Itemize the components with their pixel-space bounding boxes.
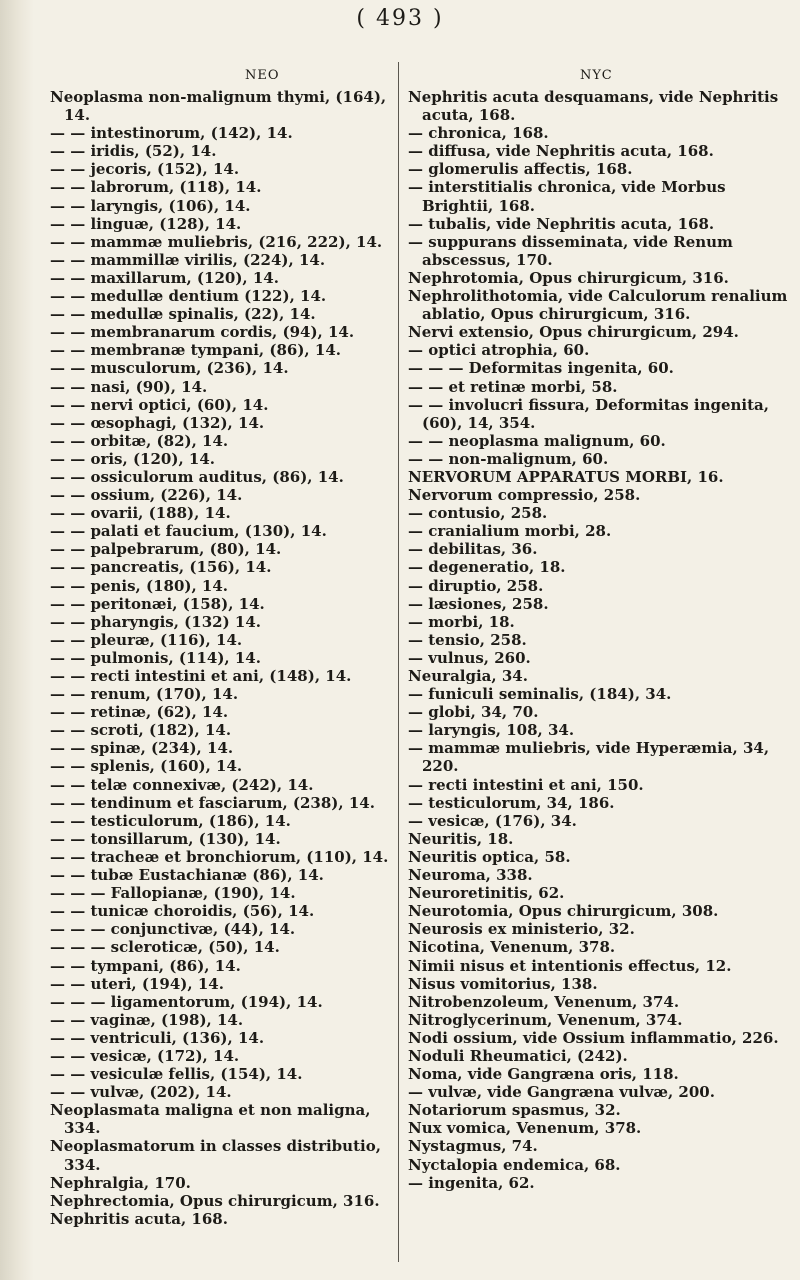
right-index-column (408, 88, 793, 1192)
index-entry: — læsiones, 258. (408, 594, 549, 613)
index-entry: — — tendinum et fasciarum, (238), 14. (50, 793, 375, 812)
index-entry: — — — Fallopianæ, (190), 14. (50, 884, 296, 903)
index-entry: — morbi, 18. (408, 612, 515, 631)
index-entry: — tubalis, vide Nephritis acuta, 168. (408, 214, 715, 233)
index-entry: — — et retinæ morbi, 58. (408, 377, 618, 396)
index-entry: — optici atrophia, 60. (408, 341, 590, 360)
index-entry: Nitroglycerinum, Venenum, 374. (408, 1010, 683, 1029)
index-entry: — — penis, (180), 14. (50, 576, 229, 595)
index-entry: Nephralgia, 170. (50, 1173, 191, 1192)
index-entry: Nodi ossium, vide Ossium inflammatio, 226. (408, 1028, 779, 1047)
index-entry: Noma, vide Gangræna oris, 118. (408, 1065, 679, 1084)
index-entry: — laryngis, 108, 34. (408, 721, 575, 740)
index-entry: — — laryngis, (106), 14. (50, 196, 251, 215)
index-entry: — chronica, 168. (408, 124, 549, 143)
page-spine-shadow (0, 0, 34, 1280)
index-entry: — — — Deformitas ingenita, 60. (408, 359, 674, 378)
index-entry: Neuroma, 338. (408, 866, 533, 885)
index-entry: — — vaginæ, (198), 14. (50, 1010, 244, 1029)
index-entry: Neoplasmata maligna et non maligna, 334. (50, 1101, 371, 1138)
index-entry: Nux vomica, Venenum, 378. (408, 1119, 642, 1138)
index-entry: Notariorum spasmus, 32. (408, 1101, 621, 1120)
index-entry: — — mammæ muliebris, (216, 222), 14. (50, 232, 383, 251)
index-entry: — suppurans disseminata, vide Renum abscessus, 170. (408, 232, 733, 269)
index-entry: — — non-malignum, 60. (408, 449, 609, 468)
index-entry: — — telæ connexivæ, (242), 14. (50, 775, 314, 794)
index-entry: — — pancreatis, (156), 14. (50, 558, 272, 577)
index-entry: — degeneratio, 18. (408, 558, 566, 577)
index-entry: Neuritis, 18. (408, 829, 514, 848)
index-entry: — — neoplasma malignum, 60. (408, 431, 666, 450)
index-entry: — — tubæ Eustachianæ (86), 14. (50, 866, 324, 885)
index-entry: — — nasi, (90), 14. (50, 377, 208, 396)
index-entry: — — iridis, (52), 14. (50, 142, 217, 161)
index-entry: — — intestinorum, (142), 14. (50, 124, 293, 143)
index-entry: Nitrobenzoleum, Venenum, 374. (408, 992, 680, 1011)
index-entry: — — splenis, (160), 14. (50, 757, 243, 776)
index-entry: — — involucri fissura, Deformitas ingenita, (60), 14, 354. (408, 395, 770, 432)
index-entry: — — — conjunctivæ, (44), 14. (50, 920, 296, 939)
index-entry: — — spinæ, (234), 14. (50, 739, 234, 758)
index-entry: — — vesiculæ fellis, (154), 14. (50, 1065, 303, 1084)
index-entry: — vulnus, 260. (408, 648, 531, 667)
index-entry: Neoplasma non-malignum thymi, (164), 14. (50, 88, 387, 125)
index-entry: Nephritis acuta desquamans, vide Nephritis acuta, 168. (408, 88, 779, 125)
index-entry: Nicotina, Venenum, 378. (408, 938, 616, 957)
index-entry: — tensio, 258. (408, 630, 527, 649)
column-divider (398, 62, 399, 1262)
index-entry: — — vulvæ, (202), 14. (50, 1083, 232, 1102)
index-entry: — glomerulis affectis, 168. (408, 160, 633, 179)
index-entry: Noduli Rheumatici, (242). (408, 1046, 628, 1065)
index-entry: — interstitialis chronica, vide Morbus Brightii, 168. (408, 178, 726, 215)
index-entry: — mammæ muliebris, vide Hyperæmia, 34, 220. (408, 739, 770, 776)
index-entry: Neuritis optica, 58. (408, 847, 571, 866)
index-entry: Nephrotomia, Opus chirurgicum, 316. (408, 268, 729, 287)
index-entry: — — ovarii, (188), 14. (50, 504, 231, 523)
index-entry: — vulvæ, vide Gangræna vulvæ, 200. (408, 1083, 715, 1102)
index-entry: — — oris, (120), 14. (50, 449, 215, 468)
index-entry: Neurosis ex ministerio, 32. (408, 920, 635, 939)
index-entry: — — musculorum, (236), 14. (50, 359, 289, 378)
index-entry: — — pharyngis, (132) 14. (50, 612, 261, 631)
index-entry: — testiculorum, 34, 186. (408, 793, 615, 812)
index-entry: — — pulmonis, (114), 14. (50, 648, 261, 667)
page-number: ( 493 ) (356, 6, 444, 31)
index-entry: — — scroti, (182), 14. (50, 721, 232, 740)
index-entry: — — renum, (170), 14. (50, 685, 239, 704)
index-entry: NERVORUM APPARATUS MORBI, 16. (408, 467, 724, 486)
index-entry: — — — ligamentorum, (194), 14. (50, 992, 323, 1011)
index-entry: — — maxillarum, (120), 14. (50, 268, 279, 287)
index-entry: Nimii nisus et intentionis effectus, 12. (408, 956, 732, 975)
index-entry: Nervi extensio, Opus chirurgicum, 294. (408, 323, 739, 342)
index-entry: — diffusa, vide Nephritis acuta, 168. (408, 142, 714, 161)
index-entry: — — uteri, (194), 14. (50, 974, 224, 993)
index-entry: — — orbitæ, (82), 14. (50, 431, 229, 450)
index-entry: — — tracheæ et bronchiorum, (110), 14. (50, 847, 389, 866)
left-index-column (50, 88, 395, 1228)
index-entry: Nervorum compressio, 258. (408, 486, 641, 505)
index-entry: — — œsophagi, (132), 14. (50, 413, 265, 432)
index-entry: — — palpebrarum, (80), 14. (50, 540, 282, 559)
index-entry: — — vesicæ, (172), 14. (50, 1046, 240, 1065)
index-entry: — — palati et faucium, (130), 14. (50, 522, 327, 541)
index-entry: — — ossiculorum auditus, (86), 14. (50, 467, 344, 486)
index-entry: — ingenita, 62. (408, 1173, 535, 1192)
right-column-header: NYC (580, 68, 613, 83)
index-entry: — recti intestini et ani, 150. (408, 775, 644, 794)
index-entry: — — medullæ spinalis, (22), 14. (50, 305, 316, 324)
index-entry: — — jecoris, (152), 14. (50, 160, 240, 179)
index-entry: — — ossium, (226), 14. (50, 486, 243, 505)
index-entry: Neurotomia, Opus chirurgicum, 308. (408, 902, 719, 921)
index-entry: — — nervi optici, (60), 14. (50, 395, 269, 414)
index-entry: — debilitas, 36. (408, 540, 538, 559)
index-entry: Nephrolithotomia, vide Calculorum renalium ablatio, Opus chirurgicum, 316. (408, 287, 788, 324)
index-entry: Neoplasmatorum in classes distributio, 334. (50, 1137, 381, 1174)
index-entry: — globi, 34, 70. (408, 703, 539, 722)
index-entry: Nisus vomitorius, 138. (408, 974, 598, 993)
left-column-header: NEO (245, 68, 280, 83)
index-entry: Nyctalopia endemica, 68. (408, 1155, 621, 1174)
index-entry: — — tunicæ choroidis, (56), 14. (50, 902, 315, 921)
index-entry: — — retinæ, (62), 14. (50, 703, 229, 722)
index-entry: — — recti intestini et ani, (148), 14. (50, 667, 352, 685)
index-entry: — — ventriculi, (136), 14. (50, 1028, 265, 1047)
index-entry: — contusio, 258. (408, 504, 548, 523)
index-entry: — — linguæ, (128), 14. (50, 214, 242, 233)
index-entry: — — labrorum, (118), 14. (50, 178, 262, 197)
index-entry: — diruptio, 258. (408, 576, 544, 595)
index-entry: — — medullæ dentium (122), 14. (50, 287, 327, 306)
index-entry: — — testiculorum, (186), 14. (50, 811, 291, 830)
index-entry: — funiculi seminalis, (184), 34. (408, 685, 672, 704)
index-entry: Nephritis acuta, 168. (50, 1209, 228, 1228)
index-entry: Neuralgia, 34. (408, 667, 528, 685)
index-entry: Neuroretinitis, 62. (408, 884, 565, 903)
index-entry: — — tympani, (86), 14. (50, 956, 241, 975)
index-entry: — — membranarum cordis, (94), 14. (50, 323, 355, 342)
index-entry: — vesicæ, (176), 34. (408, 811, 577, 830)
index-entry: — cranialium morbi, 28. (408, 522, 612, 541)
index-entry: — — mammillæ virilis, (224), 14. (50, 250, 326, 269)
index-entry: — — membranæ tympani, (86), 14. (50, 341, 341, 360)
index-entry: — — pleuræ, (116), 14. (50, 630, 243, 649)
index-entry: — — peritonæi, (158), 14. (50, 594, 265, 613)
index-entry: Nephrectomia, Opus chirurgicum, 316. (50, 1191, 380, 1210)
index-entry: — — tonsillarum, (130), 14. (50, 829, 281, 848)
index-entry: — — — scleroticæ, (50), 14. (50, 938, 280, 957)
index-entry: Nystagmus, 74. (408, 1137, 538, 1156)
